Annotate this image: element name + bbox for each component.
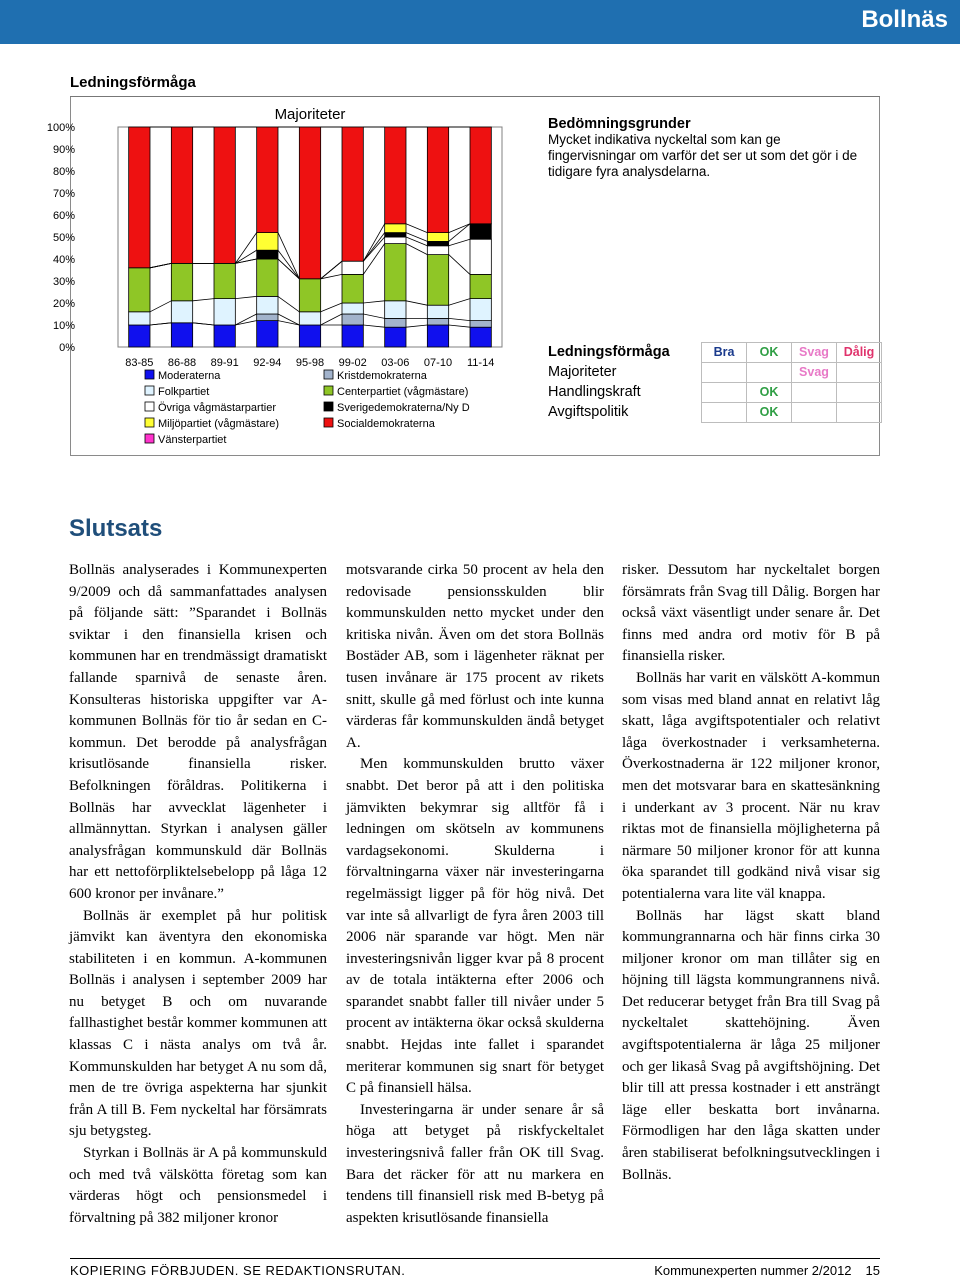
city-name: Bollnäs: [861, 6, 948, 33]
ratings-cell: [747, 363, 792, 383]
paragraph: Bollnäs har lägst skatt bland kommungrannarna och här finns cirka 30 miljoner kronor om man tillåter sig en höjning till lägsta kommungrannens nivå. Det reducerar betyget från Bra till Svag på nyckeltalet skattehöjning. Även avgiftspotentialerna är låga 25 miljoner och ger likaså Svag på avgiftshöjning. Det blir till att pressa kostnader i ett ansträngt läge eller beskatta bort invånarna. Förmodligen har den låga skatten under åren stabiliserat befolkningsutvecklingen i Bollnäs.: [622, 907, 880, 1183]
bar-segment: [385, 318, 406, 327]
ratings-row-avgiftspolitik: [545, 403, 882, 423]
paragraph: risker. Dessutom har nyckeltalet borgen försämrats från Svag till Dålig. Borgen har också växt väsentligt under senare år. Det finns med andra ord motiv för B på finansiella risker.: [622, 562, 880, 665]
ratings-cell: [837, 383, 882, 403]
bar-segment: [385, 237, 406, 244]
bar-segment: [427, 318, 448, 325]
bar-segment: [385, 233, 406, 237]
grade-dalig: Dålig: [837, 343, 882, 363]
legend-swatch: [145, 434, 154, 443]
bar-segment: [171, 323, 192, 347]
y-tick-label: 10%: [52, 320, 75, 332]
ratings-cell: [837, 363, 882, 383]
x-tick-label: 89-91: [210, 357, 239, 369]
legend-swatch: [145, 418, 154, 427]
bar-segment: [299, 279, 320, 312]
x-tick-label: 92-94: [253, 357, 282, 369]
section-title: Ledningsförmåga: [70, 74, 196, 91]
bar-segment: [385, 224, 406, 233]
bar-segment: [342, 303, 363, 314]
legend-swatch: [324, 402, 333, 411]
chart-title: Majoriteter: [274, 106, 346, 123]
bar-segment: [214, 325, 235, 347]
bar-segment: [342, 274, 363, 303]
bar-segment: [214, 299, 235, 325]
y-tick-label: 0%: [59, 342, 75, 354]
bar-segment: [470, 239, 491, 274]
ratings-cell: [702, 383, 747, 403]
bar-segment: [299, 325, 320, 347]
bar-segment: [257, 321, 278, 347]
x-tick-label: 03-06: [381, 357, 410, 369]
assessment-box: [548, 116, 868, 180]
grade-ok: OK: [747, 343, 792, 363]
bar-segment: [257, 296, 278, 314]
ratings-row-label: Avgiftspolitik: [548, 404, 629, 420]
legend-label: Centerpartiet (vågmästare): [337, 386, 469, 398]
y-tick-label: 80%: [52, 166, 75, 178]
bar-segment: [171, 127, 192, 263]
text-column-3: [622, 560, 880, 1186]
legend-label: Folkpartiet: [158, 386, 210, 398]
y-tick-label: 20%: [52, 298, 75, 310]
bar-segment: [427, 255, 448, 306]
x-tick-label: 11-14: [467, 357, 495, 369]
x-tick-label: 99-02: [338, 357, 367, 369]
ratings-cell: [702, 403, 747, 423]
bar-segment: [299, 312, 320, 325]
footer-copyright: KOPIERING FÖRBJUDEN. SE REDAKTIONSRUTAN.: [70, 1263, 406, 1278]
bar-segment: [427, 246, 448, 255]
ratings-row-majoriteter: [545, 363, 882, 383]
legend-swatch: [324, 370, 333, 379]
ratings-cell: [792, 403, 837, 423]
ratings-cell: Svag: [792, 363, 837, 383]
ratings-cell: [792, 383, 837, 403]
bar-segment: [342, 127, 363, 261]
legend-label: Kristdemokraterna: [337, 370, 427, 382]
bar-segment: [214, 263, 235, 298]
bar-segment: [427, 325, 448, 347]
legend-swatch: [324, 386, 333, 395]
bar-segment: [299, 127, 320, 279]
bar-segment: [427, 305, 448, 318]
legend-label: Sverigedemokraterna/Ny D: [337, 402, 470, 414]
legend-label: Socialdemokraterna: [337, 418, 435, 430]
bar-segment: [470, 299, 491, 321]
paragraph: Investeringarna är under senare år så höga att betyget på riskfyckeltalet investeringsnivå faller från OK till Svag. Bara det räcker för att nu markera en tendens till finansiell risk med B-betyg på aspekten krisutlösande finansiella: [346, 1101, 604, 1226]
legend-swatch: [324, 418, 333, 427]
bar-segment: [470, 127, 491, 224]
ratings-cell: OK: [747, 403, 792, 423]
x-tick-label: 83-85: [125, 357, 154, 369]
bar-segment: [385, 327, 406, 347]
y-tick-label: 90%: [52, 144, 75, 156]
paragraph: motsvarande cirka 50 procent av hela den redovisade pensionsskulden blir kommunskulden netto mycket under den kritiska nivån. Även om det stora Bollnäs Bostäder AB, som i lägenheter räknat per tusen invånare är 175 procent av rikets snitt, skulle gå med förlust och inte kunna värderas får kommunskulden ändå betyget A.: [346, 562, 604, 751]
footer-divider: [70, 1258, 880, 1259]
bar-segment: [214, 127, 235, 263]
page-number: 15: [865, 1263, 880, 1278]
bar-segment: [470, 321, 491, 328]
y-tick-label: 40%: [52, 254, 75, 266]
legend-label: Övriga vågmästarpartier: [158, 402, 276, 414]
ratings-table: [545, 342, 882, 423]
bar-segment: [427, 241, 448, 245]
bar-segment: [129, 325, 150, 347]
bar-segment: [342, 325, 363, 347]
ratings-row-handlingskraft: [545, 383, 882, 403]
bar-segment: [385, 127, 406, 224]
ratings-cell: [702, 363, 747, 383]
bar-segment: [257, 233, 278, 251]
bar-segment: [257, 127, 278, 233]
bar-segment: [257, 314, 278, 321]
y-tick-label: 60%: [52, 210, 75, 222]
bar-segment: [385, 301, 406, 319]
assessment-heading: Bedömningsgrunder: [548, 116, 691, 132]
paragraph: Bollnäs har varit en välskött A-kommun som visas med bland annat en relativt låg skatt, låga avgiftspotentialer och relativt låga överkostnader i verksamheterna. Överkostnaderna är 122 miljoner kronor, men det motsvarar bara en skattesänkning i underkant av 3 procent. När nu krav riktas mot de finansiella möjligheterna på närmare 50 miljoner kronor för att kunna öka sparandet till godkänd nivå visar sig potentialerna vara lite väl knappa.: [622, 669, 880, 902]
bar-segment: [129, 127, 150, 268]
assessment-text: Mycket indikativa nyckeltal som kan ge fingervisningar om varför det ser ut som det gör i de tidigare fyra analysdelarna.: [548, 132, 858, 179]
grade-bra: Bra: [702, 343, 747, 363]
paragraph: Bollnäs är exemplet på hur politisk jämvikt kan äventyra den ekonomiska stabiliteten i en kommun. A-kommunen Bollnäs i analysen i september 2009 har nu betyget B och om nuvarande fallhastighet består kommer kommunen att klassas C i nästa analys om två år. Kommunskulden har betyget A nu som då, men de tre övriga aspekterna har sjunkit från A till B. Fem nyckeltal har försämrats sju betygsteg.: [69, 907, 327, 1140]
publication-name: Kommunexperten nummer 2/2012: [654, 1263, 852, 1278]
legend-swatch: [145, 370, 154, 379]
paragraph: Bollnäs analyserades i Kommunexperten 9/2009 och då sammanfattades analysen på följande sätt: ”Sparandet i Bollnäs sviktar i den finansiella krisen och kommunen har en trendmässigt dramatiskt fallande sparnivå de senaste åren. Konsulteras historiska uppgifter var A-kommunen Bollnäs för tio år sedan en C-kommun. Det berodde på analysfrågan krisutlösande finansiella risker. Befolkningen föråldras. Politikerna i Bollnäs har avvecklat lägenheter i allmännyttan. Styrkan i analysen gäller analysfrågan kommunskuld där Bollnäs har ett nettoförpliktelsebelopp på låga 12 600 kronor per invånare.”: [69, 562, 327, 902]
legend-label: Miljöpartiet (vågmästare): [158, 418, 280, 430]
bar-segment: [342, 314, 363, 325]
ratings-cell: [837, 403, 882, 423]
y-tick-label: 100%: [46, 122, 75, 134]
header-bar: [0, 0, 960, 44]
bar-segment: [129, 268, 150, 312]
bar-segment: [342, 261, 363, 274]
bar-segment: [257, 259, 278, 296]
bar-segment: [427, 233, 448, 242]
x-tick-label: 07-10: [423, 357, 453, 369]
paragraph: Men kommunskulden brutto växer snabbt. Det beror på att i den politiska jämvikten bekymrar sig alltför få i ledningen om skötseln av kommunens vardagsekonomi. Skulderna i förvaltningarna växer när investeringarna regelmässigt ligger på för hög nivå. Det var inte så allvarligt de fyra åren 2003 till 2006 när sparande var högt. Men när investeringsnivån ligger kvar på 8 procent av de totala intäkterna efter 2006 och sparandet snabbt faller till nivåer under 5 procent av intäkterna ökar också skulderna snabbt. Hejdas inte fallet i sparandet meriterar kommunen sig snart för betyget C på finansiell hälsa.: [346, 756, 604, 1097]
bar-segment: [385, 244, 406, 301]
bar-segment: [470, 327, 491, 347]
legend-label: Moderaterna: [158, 370, 221, 382]
y-tick-label: 30%: [52, 276, 75, 288]
paragraph: Styrkan i Bollnäs är A på kommunskuld och med två välskötta företag som kan värderas högt och pensionsmedel i förvaltning på 382 miljoner kronor: [69, 1145, 327, 1226]
bar-segment: [171, 301, 192, 323]
footer-publication: [654, 1263, 880, 1278]
bar-segment: [171, 263, 192, 300]
legend-swatch: [145, 402, 154, 411]
bar-segment: [470, 224, 491, 239]
bar-segment: [470, 274, 491, 298]
ratings-row-label: Handlingskraft: [548, 384, 641, 400]
bar-segment: [257, 250, 278, 259]
bar-segment: [427, 127, 448, 233]
legend-swatch: [145, 386, 154, 395]
y-tick-label: 70%: [52, 188, 75, 200]
grade-svag: Svag: [792, 343, 837, 363]
x-tick-label: 95-98: [295, 357, 325, 369]
bar-segment: [129, 312, 150, 325]
ratings-header-row: [545, 343, 882, 363]
conclusions-title: Slutsats: [69, 515, 163, 542]
y-tick-label: 50%: [52, 232, 75, 244]
text-column-1: [69, 560, 327, 1229]
legend-label: Vänsterpartiet: [158, 434, 227, 446]
ratings-cell: OK: [747, 383, 792, 403]
ratings-title: Ledningsförmåga: [548, 344, 670, 360]
x-tick-label: 86-88: [167, 357, 197, 369]
text-column-2: [346, 560, 604, 1229]
ratings-row-label: Majoriteter: [548, 364, 617, 380]
majority-chart: [46, 97, 548, 457]
